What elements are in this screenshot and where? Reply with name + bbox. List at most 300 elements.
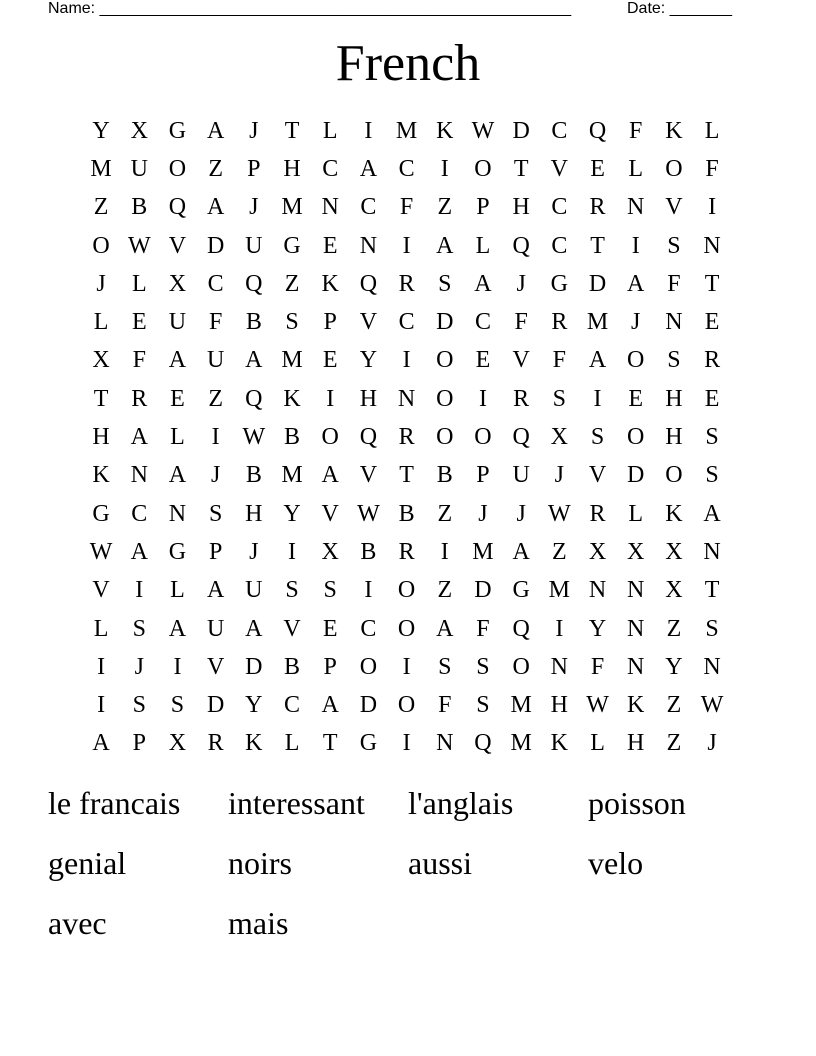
grid-letter: B <box>360 538 377 565</box>
grid-letter: M <box>281 462 303 489</box>
grid-letter: A <box>130 424 148 451</box>
grid-letter: N <box>627 653 645 680</box>
grid-letter: S <box>552 385 567 412</box>
grid-letter: G <box>283 232 301 259</box>
grid-letter: U <box>168 309 187 336</box>
grid-letter: A <box>703 500 721 527</box>
grid-letter: I <box>402 653 411 680</box>
word-list-item: noirs <box>228 845 292 881</box>
grid-letter: I <box>631 232 640 259</box>
grid-letter: B <box>284 424 301 451</box>
grid-letter: B <box>131 194 148 221</box>
grid-letter: I <box>211 424 220 451</box>
grid-letter: S <box>132 692 146 719</box>
grid-letter: V <box>588 462 607 489</box>
grid-letter: Y <box>588 615 607 642</box>
grid-letter: M <box>510 730 532 757</box>
grid-letter: N <box>588 577 607 604</box>
grid-letter: S <box>170 692 185 719</box>
grid-letter: I <box>97 653 106 680</box>
grid-letter: D <box>206 232 225 259</box>
grid-letter: X <box>92 347 110 374</box>
grid-letter: B <box>245 309 262 336</box>
grid-letter: Q <box>168 194 187 221</box>
grid-letter: M <box>281 194 303 221</box>
grid-letter: R <box>513 385 530 412</box>
grid-letter: U <box>245 232 263 259</box>
grid-letter: X <box>627 538 645 565</box>
grid-letter: U <box>206 347 225 374</box>
grid-letter: Z <box>437 500 453 527</box>
grid-letter: C <box>322 155 339 182</box>
grid-letter: B <box>398 500 415 527</box>
grid-letter: P <box>476 194 490 221</box>
grid-letter: K <box>92 462 110 489</box>
grid-letter: S <box>208 500 223 527</box>
grid-letter: U <box>130 155 148 182</box>
grid-letter: W <box>89 538 113 565</box>
grid-letter: N <box>436 730 454 757</box>
grid-letter: O <box>474 155 492 182</box>
grid-letter: G <box>168 538 187 565</box>
grid-letter: Q <box>588 117 607 144</box>
grid-letter: L <box>322 117 338 144</box>
grid-letter: Y <box>283 500 301 527</box>
grid-letter: W <box>548 500 571 527</box>
grid-letter: F <box>476 615 490 642</box>
grid-letter: P <box>208 538 223 565</box>
grid-letter: H <box>665 385 683 412</box>
grid-letter: E <box>590 155 605 182</box>
grid-letter: Q <box>512 232 530 259</box>
grid-letter: E <box>704 309 720 336</box>
grid-letter: F <box>590 653 605 680</box>
grid-letter: R <box>398 538 415 565</box>
grid-letter: T <box>513 155 529 182</box>
grid-letter: X <box>665 538 683 565</box>
grid-letter: N <box>703 653 721 680</box>
grid-letter: J <box>554 462 565 489</box>
grid-letter: L <box>131 270 147 297</box>
grid-letter: K <box>321 270 339 297</box>
grid-letter: U <box>512 462 530 489</box>
grid-letter: R <box>398 270 415 297</box>
grid-letter: C <box>551 117 568 144</box>
grid-letter: L <box>628 500 644 527</box>
name-field-label: Name: _____________________________________________________ <box>48 0 572 17</box>
word-list-item: poisson <box>588 785 686 821</box>
grid-letter: L <box>170 577 185 604</box>
grid-letter: J <box>249 194 259 221</box>
grid-letter: E <box>131 309 147 336</box>
grid-letter: S <box>438 653 452 680</box>
grid-letter: R <box>551 309 568 336</box>
grid-letter: A <box>474 270 492 297</box>
grid-letter: H <box>665 424 683 451</box>
grid-letter: H <box>359 385 378 412</box>
grid-letter: K <box>627 692 645 719</box>
grid-letter: O <box>359 653 378 680</box>
grid-letter: L <box>475 232 491 259</box>
grid-letter: K <box>436 117 454 144</box>
grid-letter: Z <box>93 194 109 221</box>
grid-letter: I <box>440 155 449 182</box>
grid-letter: D <box>206 692 225 719</box>
grid-letter: C <box>398 309 415 336</box>
grid-letter: I <box>593 385 602 412</box>
word-list-item: l'anglais <box>408 785 514 821</box>
grid-letter: F <box>667 270 681 297</box>
grid-letter: B <box>245 462 262 489</box>
grid-letter: O <box>627 424 645 451</box>
grid-letter: A <box>512 538 530 565</box>
grid-letter: Y <box>359 347 378 374</box>
grid-letter: L <box>628 155 644 182</box>
grid-letter: A <box>168 347 187 374</box>
grid-letter: M <box>90 155 112 182</box>
grid-letter: W <box>242 424 266 451</box>
grid-letter: U <box>206 615 225 642</box>
grid-letter: N <box>703 538 721 565</box>
grid-letter: O <box>436 385 454 412</box>
grid-letter: T <box>93 385 109 412</box>
grid-letter: R <box>398 424 415 451</box>
grid-letter: W <box>357 500 380 527</box>
grid-letter: V <box>550 155 569 182</box>
grid-letter: M <box>472 538 494 565</box>
grid-letter: O <box>474 424 492 451</box>
grid-letter: D <box>474 577 492 604</box>
grid-letter: G <box>550 270 569 297</box>
grid-letter: A <box>359 155 378 182</box>
grid-letter: J <box>478 500 488 527</box>
grid-letter: T <box>590 232 605 259</box>
word-list-item: velo <box>588 845 644 881</box>
grid-letter: A <box>321 692 339 719</box>
grid-letter: H <box>550 692 569 719</box>
word-list-item: le francais <box>48 785 181 821</box>
grid-letter: S <box>667 347 681 374</box>
grid-letter: Q <box>474 730 492 757</box>
word-list-item: aussi <box>408 845 472 881</box>
grid-letter: C <box>360 615 377 642</box>
grid-letter: Z <box>552 538 567 565</box>
grid-letter: A <box>436 232 454 259</box>
grid-letter: V <box>92 577 110 604</box>
grid-letter: E <box>475 347 491 374</box>
grid-letter: A <box>130 538 148 565</box>
grid-letter: Q <box>512 424 530 451</box>
grid-letter: M <box>281 347 303 374</box>
grid-letter: N <box>550 653 569 680</box>
grid-letter: I <box>326 385 335 412</box>
grid-letter: X <box>168 270 187 297</box>
grid-letter: S <box>667 232 681 259</box>
grid-letter: P <box>323 309 337 336</box>
grid-letter: R <box>131 385 148 412</box>
grid-letter: S <box>438 270 452 297</box>
grid-letter: Q <box>359 270 378 297</box>
grid-letter: F <box>399 194 414 221</box>
word-list-item: avec <box>48 905 107 941</box>
grid-letter: F <box>552 347 567 374</box>
word-list <box>48 780 768 960</box>
grid-letter: S <box>132 615 146 642</box>
letter-grid <box>82 112 731 763</box>
grid-letter: J <box>134 653 144 680</box>
grid-letter: E <box>628 385 644 412</box>
grid-letter: J <box>516 270 526 297</box>
grid-letter: M <box>395 117 418 144</box>
grid-letter: O <box>92 232 110 259</box>
grid-letter: A <box>206 117 225 144</box>
grid-letter: K <box>550 730 569 757</box>
grid-letter: A <box>245 347 263 374</box>
grid-letter: K <box>665 500 683 527</box>
grid-letter: S <box>476 653 490 680</box>
grid-letter: A <box>627 270 645 297</box>
grid-letter: N <box>627 615 645 642</box>
grid-letter: F <box>705 155 719 182</box>
grid-letter: J <box>631 309 641 336</box>
grid-letter: F <box>208 309 223 336</box>
grid-letter: F <box>132 347 146 374</box>
grid-letter: H <box>92 424 110 451</box>
grid-letter: C <box>360 194 377 221</box>
grid-letter: P <box>132 730 146 757</box>
grid-letter: O <box>627 347 645 374</box>
grid-letter: Q <box>245 385 263 412</box>
grid-letter: G <box>92 500 110 527</box>
grid-letter: V <box>512 347 530 374</box>
grid-letter: Q <box>245 270 263 297</box>
grid-letter: D <box>359 692 378 719</box>
grid-letter: N <box>359 232 378 259</box>
grid-letter: T <box>399 462 414 489</box>
grid-letter: I <box>364 577 373 604</box>
page-title: French <box>335 35 481 92</box>
grid-letter: L <box>590 730 605 757</box>
grid-letter: R <box>207 730 224 757</box>
grid-letter: S <box>285 309 299 336</box>
grid-letter: I <box>402 232 411 259</box>
grid-letter: D <box>245 653 263 680</box>
grid-letter: I <box>402 347 411 374</box>
grid-letter: T <box>704 270 720 297</box>
word-list-item: interessant <box>228 785 365 821</box>
grid-letter: I <box>135 577 144 604</box>
grid-letter: V <box>359 309 378 336</box>
grid-letter: V <box>168 232 187 259</box>
grid-letter: H <box>245 500 263 527</box>
grid-letter: X <box>665 577 683 604</box>
grid-letter: D <box>512 117 530 144</box>
grid-letter: V <box>206 653 225 680</box>
grid-letter: O <box>436 347 454 374</box>
grid-letter: X <box>168 730 187 757</box>
grid-letter: A <box>168 615 187 642</box>
grid-letter: G <box>359 730 378 757</box>
grid-letter: J <box>249 538 259 565</box>
grid-letter: A <box>321 462 339 489</box>
grid-letter: E <box>322 232 338 259</box>
grid-letter: X <box>321 538 339 565</box>
grid-letter: K <box>283 385 301 412</box>
grid-letter: N <box>397 385 416 412</box>
grid-letter: W <box>127 232 151 259</box>
grid-letter: S <box>705 615 719 642</box>
grid-letter: G <box>168 117 187 144</box>
grid-letter: U <box>245 577 263 604</box>
grid-letter: I <box>555 615 564 642</box>
grid-letter: M <box>548 577 571 604</box>
grid-letter: P <box>476 462 490 489</box>
grid-letter: I <box>708 194 717 221</box>
grid-letter: N <box>130 462 148 489</box>
grid-letter: O <box>665 462 683 489</box>
grid-letter: E <box>322 347 338 374</box>
grid-letter: Z <box>208 155 223 182</box>
grid-letter: S <box>705 462 719 489</box>
grid-letter: O <box>321 424 339 451</box>
grid-letter: Q <box>359 424 378 451</box>
grid-letter: R <box>589 194 606 221</box>
grid-letter: N <box>168 500 187 527</box>
grid-letter: A <box>588 347 607 374</box>
grid-letter: O <box>168 155 187 182</box>
grid-letter: D <box>588 270 607 297</box>
grid-letter: N <box>321 194 339 221</box>
grid-letter: N <box>627 194 645 221</box>
grid-letter: A <box>436 615 454 642</box>
grid-letter: O <box>512 653 530 680</box>
grid-letter: Z <box>666 730 682 757</box>
grid-letter: F <box>629 117 643 144</box>
grid-letter: O <box>436 424 454 451</box>
grid-letter: W <box>586 692 609 719</box>
grid-letter: C <box>207 270 224 297</box>
grid-letter: S <box>285 577 299 604</box>
grid-letter: I <box>97 692 106 719</box>
grid-letter: I <box>364 117 373 144</box>
grid-letter: K <box>245 730 263 757</box>
grid-letter: I <box>173 653 182 680</box>
grid-letter: V <box>283 615 301 642</box>
grid-letter: O <box>397 692 416 719</box>
grid-letter: B <box>284 653 301 680</box>
grid-letter: A <box>206 194 225 221</box>
grid-letter: E <box>322 615 338 642</box>
grid-letter: O <box>397 615 416 642</box>
word-list-item: mais <box>228 905 289 941</box>
grid-letter: Z <box>437 194 453 221</box>
grid-letter: J <box>249 117 259 144</box>
grid-letter: A <box>206 577 225 604</box>
grid-letter: A <box>245 615 263 642</box>
grid-letter: F <box>514 309 528 336</box>
grid-letter: C <box>551 232 568 259</box>
grid-letter: K <box>665 117 683 144</box>
grid-letter: J <box>707 730 717 757</box>
grid-letter: S <box>590 424 605 451</box>
grid-letter: X <box>550 424 569 451</box>
grid-letter: X <box>130 117 148 144</box>
grid-letter: L <box>704 117 720 144</box>
grid-letter: W <box>700 692 724 719</box>
grid-letter: T <box>284 117 300 144</box>
grid-letter: L <box>93 309 109 336</box>
grid-letter: J <box>210 462 221 489</box>
grid-letter: T <box>704 577 720 604</box>
grid-letter: Z <box>666 692 682 719</box>
grid-letter: P <box>323 653 337 680</box>
grid-letter: Y <box>665 653 683 680</box>
grid-letter: J <box>516 500 526 527</box>
grid-letter: V <box>665 194 683 221</box>
grid-letter: P <box>247 155 261 182</box>
grid-letter: W <box>471 117 495 144</box>
word-list-item: genial <box>48 845 127 881</box>
grid-letter: D <box>627 462 645 489</box>
grid-letter: Y <box>92 117 110 144</box>
grid-letter: O <box>397 577 416 604</box>
grid-letter: R <box>589 500 606 527</box>
grid-letter: V <box>321 500 339 527</box>
grid-letter: J <box>96 270 106 297</box>
grid-letter: I <box>440 538 449 565</box>
grid-letter: S <box>705 424 719 451</box>
grid-letter: F <box>438 692 452 719</box>
grid-letter: H <box>283 155 301 182</box>
grid-letter: E <box>704 385 720 412</box>
grid-letter: C <box>398 155 415 182</box>
grid-letter: Z <box>437 577 453 604</box>
grid-letter: M <box>586 309 609 336</box>
grid-letter: H <box>512 194 530 221</box>
grid-letter: C <box>474 309 491 336</box>
grid-letter: M <box>510 692 532 719</box>
grid-letter: C <box>551 194 568 221</box>
grid-letter: C <box>284 692 301 719</box>
grid-letter: G <box>512 577 530 604</box>
grid-letter: X <box>588 538 607 565</box>
grid-letter: B <box>436 462 453 489</box>
grid-letter: I <box>402 730 411 757</box>
grid-letter: I <box>288 538 297 565</box>
grid-letter: C <box>131 500 148 527</box>
grid-letter: Y <box>245 692 263 719</box>
grid-letter: Q <box>512 615 530 642</box>
grid-letter: L <box>284 730 300 757</box>
grid-letter: I <box>478 385 487 412</box>
grid-letter: O <box>665 155 683 182</box>
grid-letter: L <box>93 615 109 642</box>
grid-letter: V <box>359 462 378 489</box>
grid-letter: N <box>627 577 645 604</box>
grid-letter: R <box>704 347 721 374</box>
grid-letter: E <box>170 385 185 412</box>
grid-letter: H <box>627 730 645 757</box>
grid-letter: Z <box>284 270 300 297</box>
grid-letter: T <box>322 730 338 757</box>
grid-letter: N <box>665 309 683 336</box>
grid-letter: D <box>436 309 454 336</box>
grid-letter: A <box>92 730 110 757</box>
grid-letter: Z <box>208 385 223 412</box>
date-field-label: Date: _______ <box>627 0 732 17</box>
grid-letter: S <box>476 692 490 719</box>
grid-letter: A <box>168 462 187 489</box>
